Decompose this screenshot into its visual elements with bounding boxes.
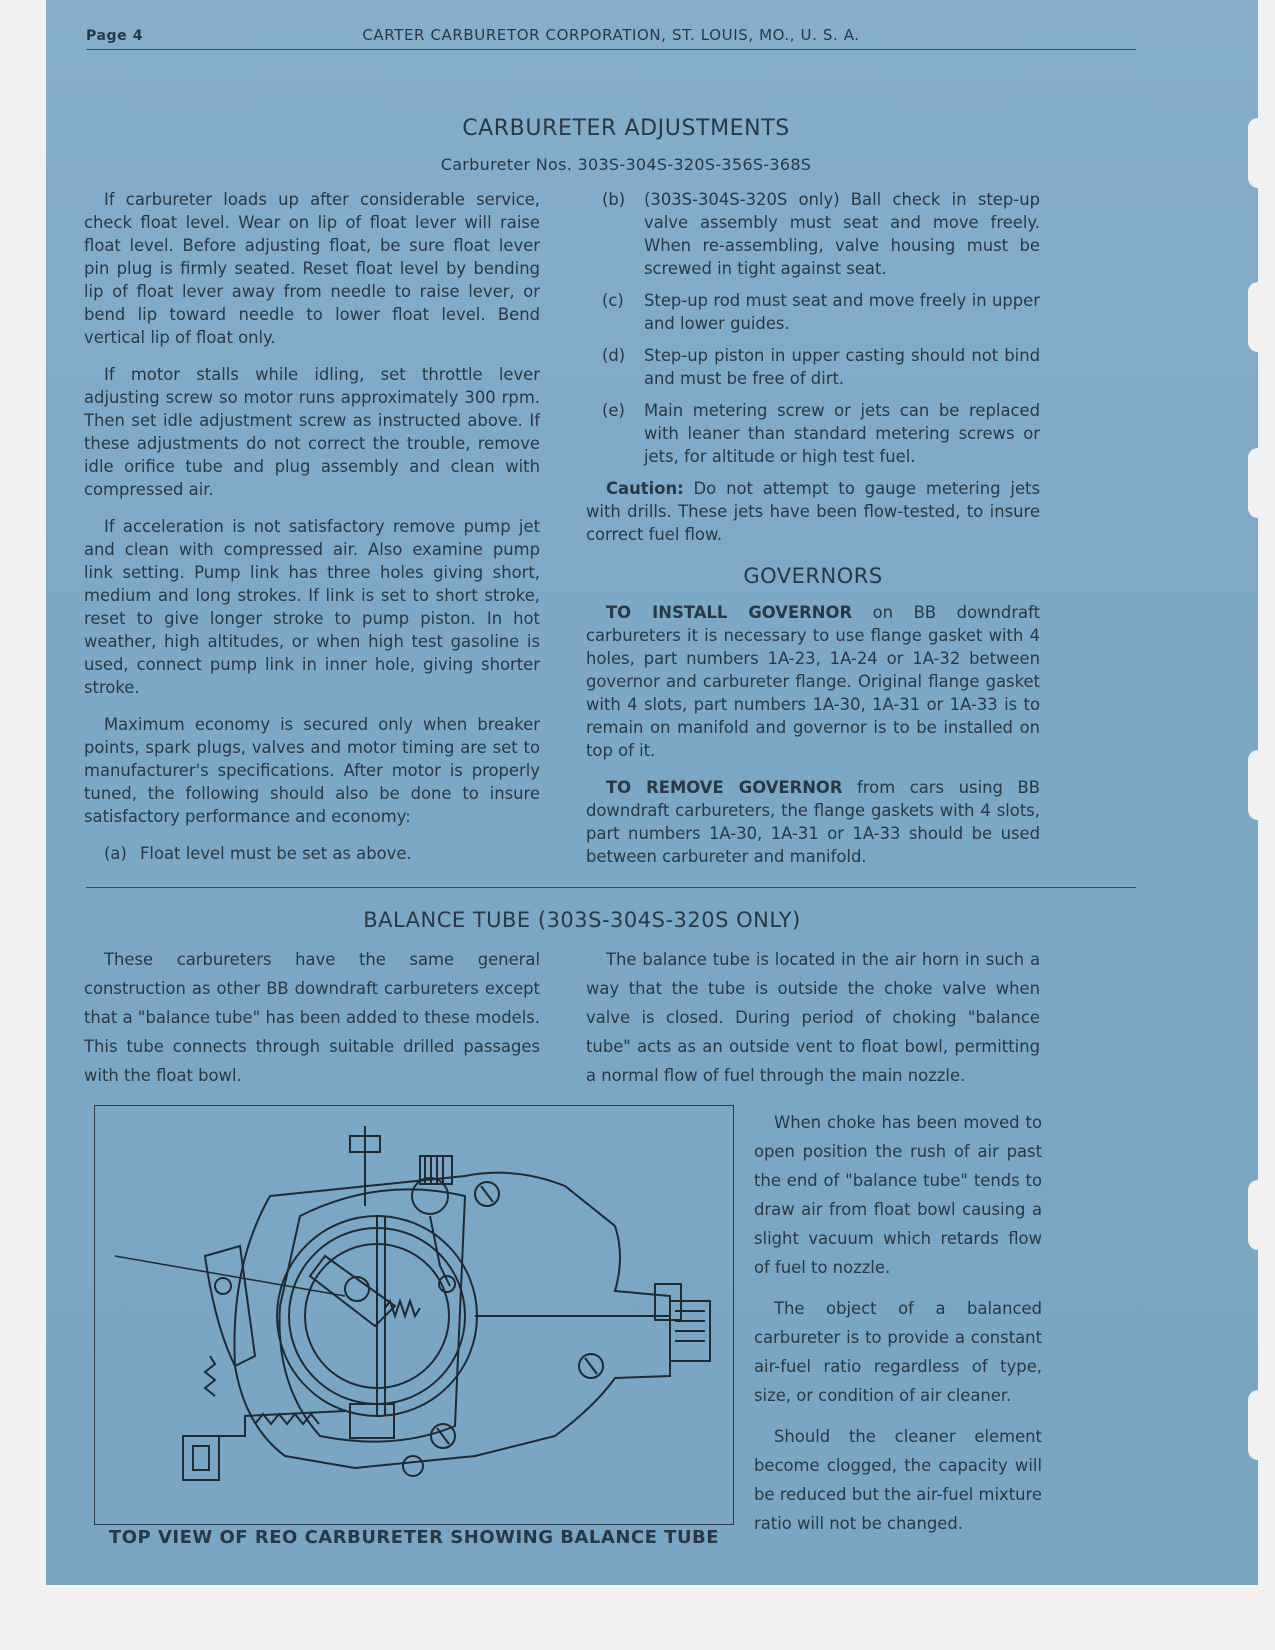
carbureter-numbers: Carbureter Nos. 303S-304S-320S-356S-368S (440, 155, 812, 174)
item-label: (e) (602, 401, 625, 420)
figure-caption: TOP VIEW OF REO CARBURETER SHOWING BALANCE TUBE (108, 1527, 720, 1548)
item-label: (d) (602, 346, 626, 365)
remove-label: TO REMOVE GOVERNOR (606, 778, 843, 797)
remove-paragraph (586, 776, 1040, 868)
item-label: (b) (602, 190, 626, 209)
governors-column (586, 601, 1040, 882)
balance-tube-title: BALANCE TUBE (303S-304S-320S ONLY) (363, 908, 801, 932)
list-item (586, 188, 1040, 280)
page-tab (1248, 282, 1262, 352)
page-tab (1248, 1390, 1262, 1460)
page-tab (1248, 750, 1262, 820)
caution-label: Caution: (606, 479, 684, 498)
list-item (586, 399, 1040, 468)
balance-left-column (84, 945, 540, 1104)
item-label: (a) (104, 844, 127, 863)
install-label: TO INSTALL GOVERNOR (606, 603, 853, 622)
item-text: Main metering screw or jets can be replaced with leaner than standard metering screws or jets, for altitude or high test fuel. (644, 401, 1040, 466)
paragraph: Should the cleaner element become clogged, the capacity will be reduced but the air-fuel mixture ratio will not be changed. (754, 1427, 1042, 1533)
page-tab (1248, 448, 1262, 518)
paragraph: These carbureters have the same general construction as other BB downdraft carbureters except that a "balance tube" has been added to these models. This tube connects through suitable drilled passages with the float bowl. (84, 950, 540, 1085)
manual-page (46, 0, 1258, 1585)
remove-text: from cars using BB downdraft carbureters, the flange gaskets with 4 slots, part numbers 1A-30, 1A-31 or 1A-33 should be used between carbureter and manifold. (586, 778, 1040, 866)
paragraph: If carbureter loads up after considerable service, check float level. Wear on lip of float lever will raise float level. Before adjusting float, be sure float lever pin plug is firmly seated. Reset float level by bending lip of float lever away from needle to raise lever, or bend lip toward needle to lower float level. Bend vertical lip of float only. (84, 190, 540, 347)
paragraph: The object of a balanced carbureter is to provide a constant air-fuel ratio regardless of type, size, or condition of air cleaner. (754, 1299, 1042, 1405)
paragraph: When choke has been moved to open position the rush of air past the end of "balance tube" tends to draw air from float bowl causing a slight vacuum which retards flow of fuel to nozzle. (754, 1113, 1042, 1277)
item-text: Step-up rod must seat and move freely in upper and lower guides. (644, 291, 1040, 333)
item-text: Float level must be set as above. (140, 844, 412, 863)
list-item (586, 289, 1040, 335)
paragraph: The balance tube is located in the air horn in such a way that the tube is outside the choke valve when valve is closed. During period of choking "balance tube" acts as an outside vent to float bowl, permitting a normal flow of fuel through the main nozzle. (586, 950, 1040, 1085)
carbureter-drawing (95, 1106, 732, 1523)
page-tab (1248, 118, 1262, 188)
governors-title: GOVERNORS (743, 564, 883, 588)
corporation-line: CARTER CARBURETOR CORPORATION, ST. LOUIS, MO., U. S. A. (362, 26, 860, 44)
balance-right-column (586, 945, 1040, 1104)
item-text: (303S-304S-320S only) Ball check in step-up valve assembly must seat and move freely. When re-assembling, valve housing must be screwed in tight against seat. (644, 190, 1040, 278)
item-label: (c) (602, 291, 624, 310)
item-text: Step-up piston in upper casting should not bind and must be free of dirt. (644, 346, 1040, 388)
list-item (586, 344, 1040, 390)
paragraph: If acceleration is not satisfactory remove pump jet and clean with compressed air. Also examine pump link setting. Pump link has three holes giving short, medium and long strokes. If link is set to short stroke, reset to give longer stroke to pump piston. In hot weather, high altitudes, or when high test gasoline is used, connect pump link in inner hole, giving shorter stroke. (84, 517, 540, 697)
adjustments-title: CARBURETER ADJUSTMENTS (462, 116, 790, 141)
install-text: on BB downdraft carbureters it is necessary to use flange gasket with 4 holes, part numbers 1A-23, 1A-24 or 1A-32 between governor and carbureter flange. Original flange gasket with 4 slots, part numbers 1A-30, 1A-31 or 1A-33 is to remain on manifold and governor is to be installed on top of it. (586, 603, 1041, 760)
carbureter-figure (94, 1105, 734, 1525)
page-number: Page 4 (86, 28, 144, 44)
paragraph: If motor stalls while idling, set throttle lever adjusting screw so motor runs approximately 300 rpm. Then set idle adjustment screw as instructed above. If these adjustments do not correct the trouble, remove idle orifice tube and plug assembly and clean with compressed air. (84, 365, 540, 499)
paragraph: Maximum economy is secured only when breaker points, spark plugs, valves and motor timing are set to manufacturer's specifications. After motor is properly tuned, the following should also be done to insure satisfactory performance and economy: (84, 715, 540, 826)
adjustments-right-column (586, 188, 1040, 560)
list-item (84, 842, 540, 865)
adjustments-left-column (84, 188, 540, 874)
section-divider (86, 887, 1136, 888)
running-header (86, 24, 1136, 50)
balance-side-column (754, 1108, 1042, 1552)
install-paragraph (586, 601, 1040, 762)
page-tab (1248, 1180, 1262, 1250)
caution-text: Do not attempt to gauge metering jets with drills. These jets have been flow-tested, to insure correct fuel flow. (586, 479, 1040, 544)
caution-paragraph (586, 477, 1040, 546)
